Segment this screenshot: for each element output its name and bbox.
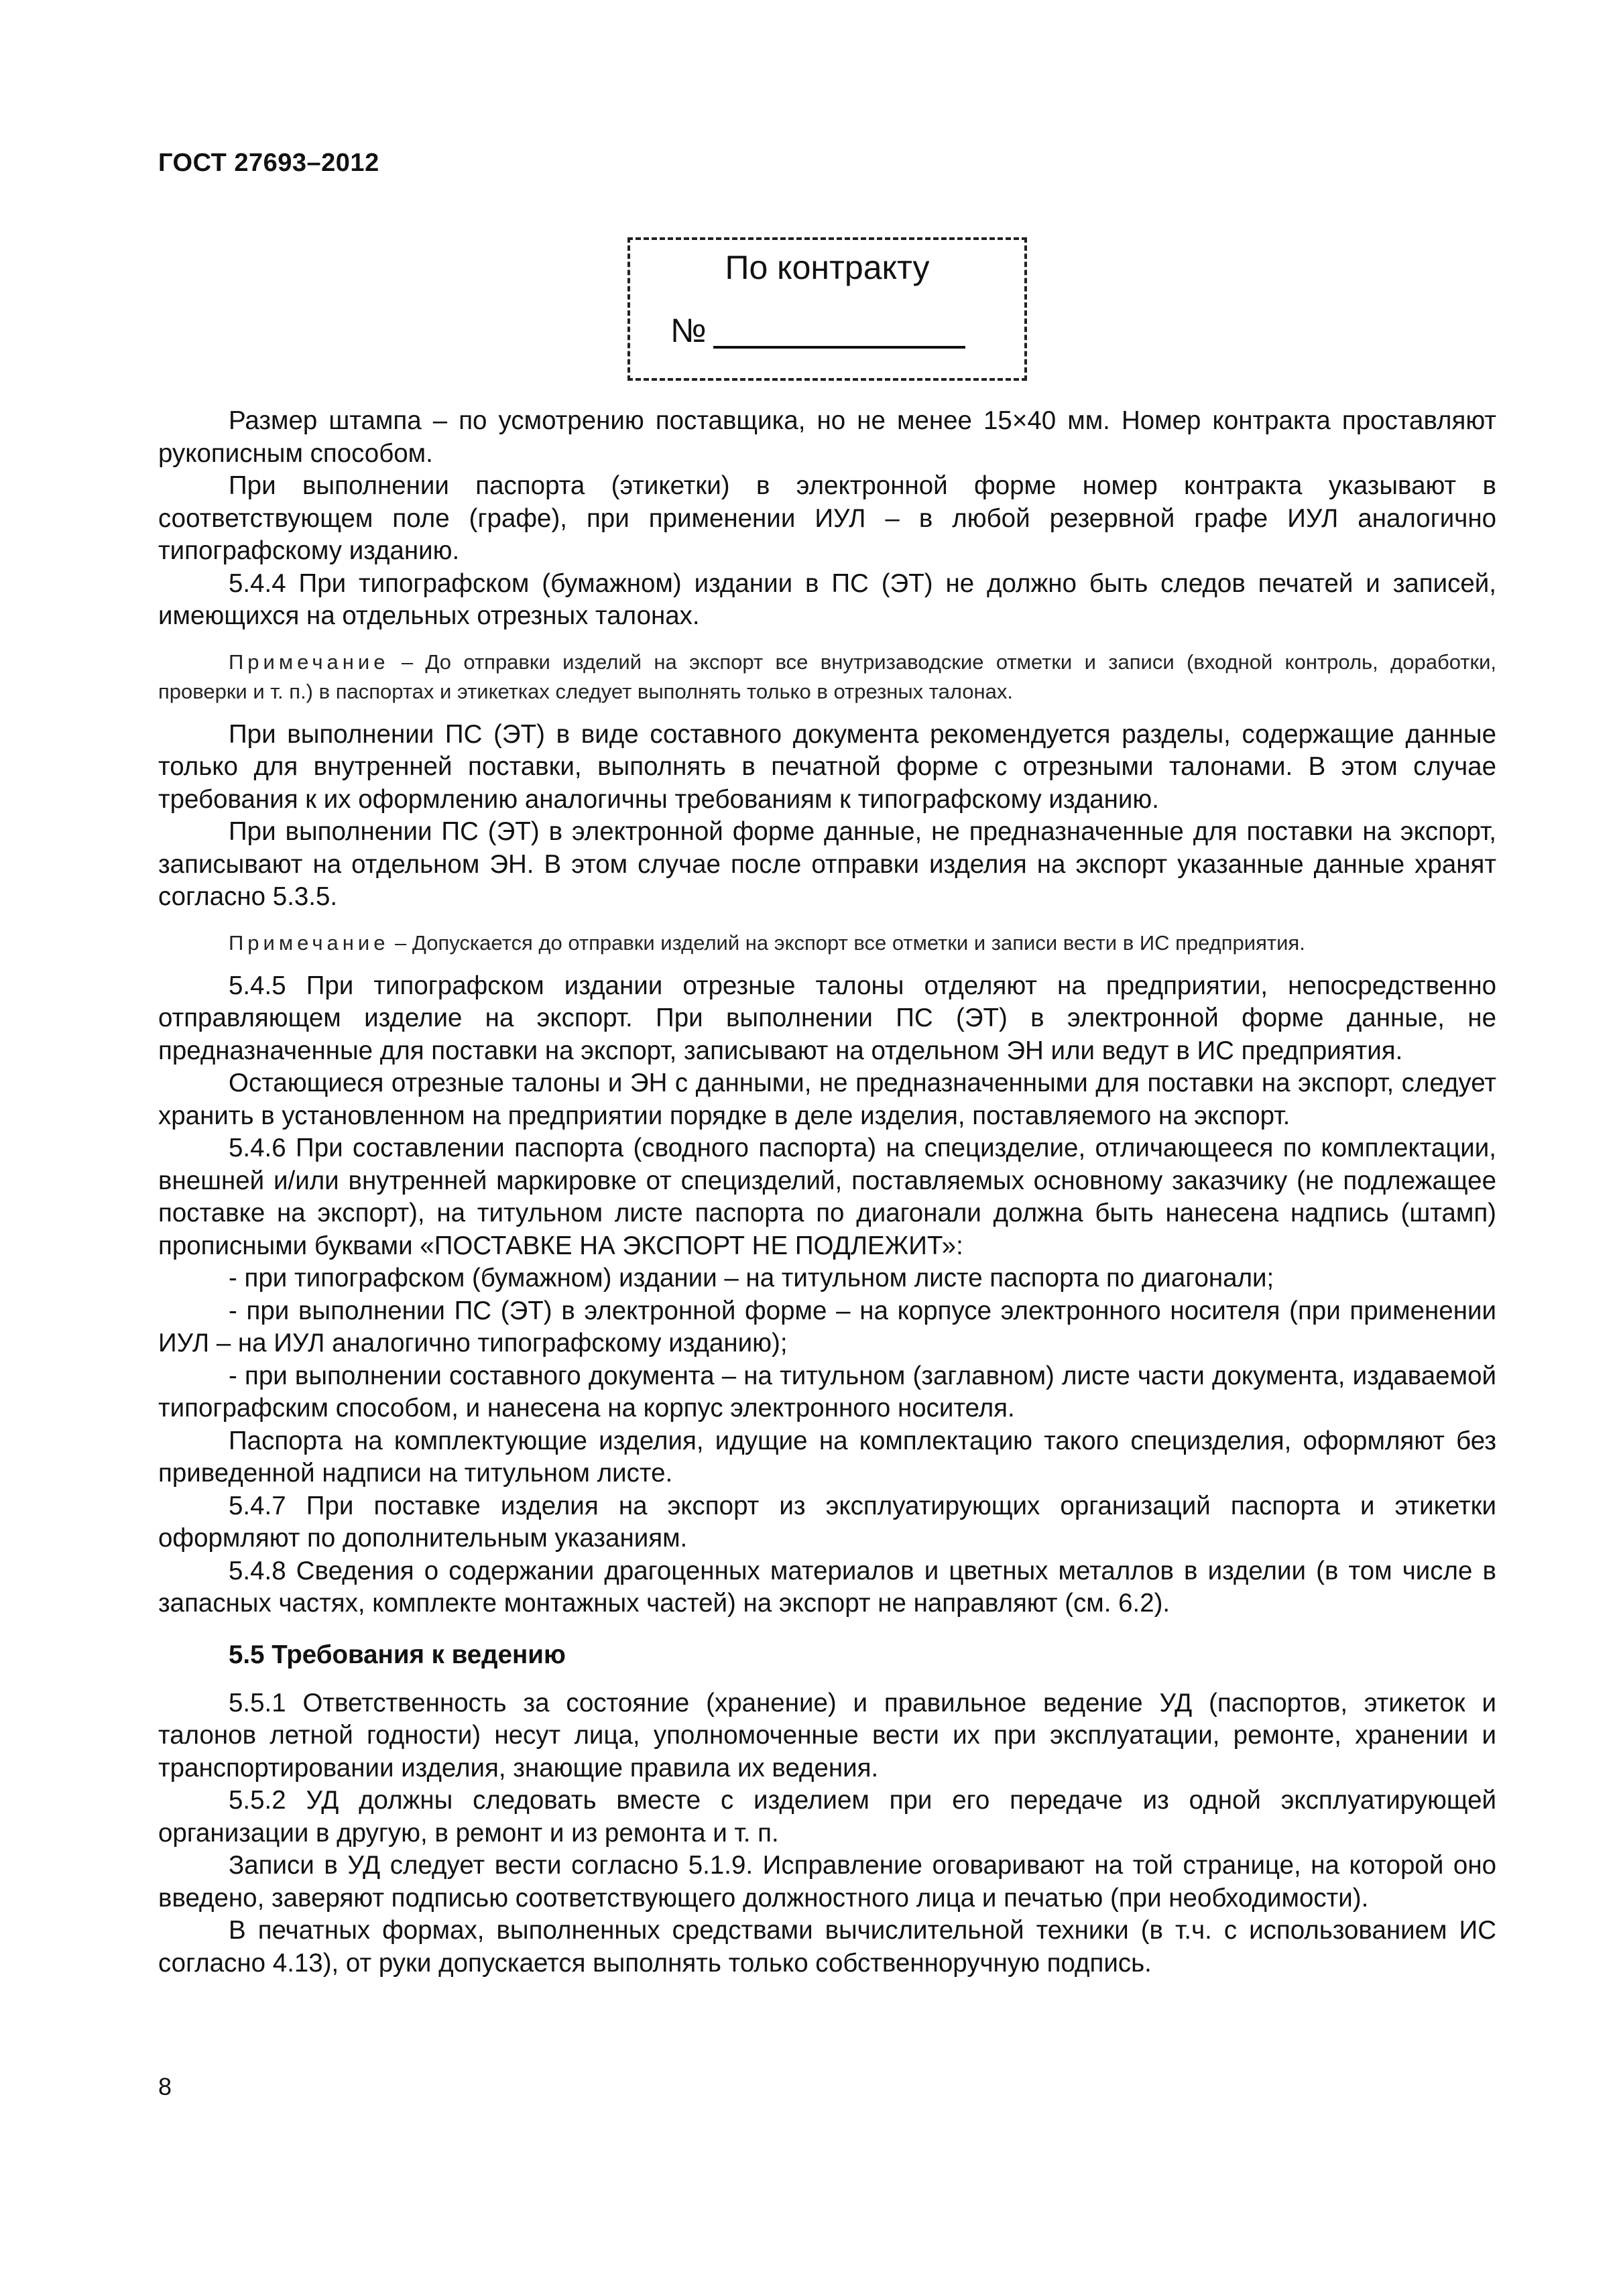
body-paragraph: Записи в УД следует вести согласно 5.1.9. Исправление оговаривают на той странице, на которой оно введено, заверяют подписью соответствующего должностного лица и печатью (при необходимости).	[158, 1851, 1496, 1913]
document-body	[158, 405, 1496, 1980]
stamp-title: По контракту	[725, 249, 930, 286]
body-paragraph: 5.4.8 Сведения о содержании драгоценных материалов и цветных металлов в изделии (в том числе в запасных частях, комплекте монтажных частей) на экспорт не направляют (см. 6.2).	[158, 1556, 1496, 1618]
body-paragraph: 5.4.7 При поставке изделия на экспорт из эксплуатирующих организаций паспорта и этикетки оформляют по дополнительным указаниям.	[158, 1491, 1496, 1553]
body-paragraph: Паспорта на комплектующие изделия, идущие на комплектацию такого специзделия, оформляют без приведенной надписи на титульном листе.	[158, 1426, 1496, 1488]
note-text: – До отправки изделий на экспорт все внутризаводские отметки и записи (входной контроль, доработки, проверки и т. п.) в паспортах и этикетках следует выполнять только в отрезных талонах.	[158, 650, 1496, 703]
body-paragraph: Размер штампа – по усмотрению поставщика, но не менее 15×40 мм. Номер контракта проставляют рукописным способом.	[158, 406, 1496, 468]
body-paragraph: В печатных формах, выполненных средствами вычислительной техники (в т.ч. с использованием ИС согласно 4.13), от руки допускается выполнять только собственноручную подпись.	[158, 1916, 1496, 1978]
stamp-number-line	[713, 346, 965, 349]
body-paragraph: 5.5.2 УД должны следовать вместе с изделием при его передаче из одной эксплуатирующей организации в другую, в ремонт и из ремонта и т. п.	[158, 1786, 1496, 1848]
note-label: Примечание	[229, 930, 389, 955]
body-paragraph: - при выполнении составного документа – на титульном (заглавном) листе части документа, издаваемой типографским способом, и нанесена на корпус электронного носителя.	[158, 1361, 1496, 1423]
body-paragraph: При выполнении паспорта (этикетки) в электронной форме номер контракта указывают в соответствующем поле (графе), при применении ИУЛ – в любой резервной графе ИУЛ аналогично типографскому изданию.	[158, 471, 1496, 565]
body-paragraph: 5.5.1 Ответственность за состояние (хранение) и правильное ведение УД (паспортов, этикеток и талонов летной годности) несут лица, уполномоченные вести их при эксплуатации, ремонте, хранении и транспортировании изделия, знающие правила их ведения.	[158, 1688, 1496, 1783]
section-heading: 5.5 Требования к ведению	[229, 1640, 566, 1669]
body-paragraph: - при типографском (бумажном) издании – на титульном листе паспорта по диагонали;	[229, 1264, 1274, 1292]
body-paragraph: При выполнении ПС (ЭТ) в электронной форме данные, не предназначенные для поставки на экспорт, записывают на отдельном ЭН. В этом случае после отправки изделия на экспорт указанные данные хранят согласно 5.3.5.	[158, 817, 1496, 911]
body-paragraph: 5.4.4 При типографском (бумажном) издании в ПС (ЭТ) не должно быть следов печатей и записей, имеющихся на отдельных отрезных талонах.	[158, 568, 1496, 630]
body-paragraph: 5.4.6 При составлении паспорта (сводного паспорта) на специзделие, отличающееся по комплектации, внешней и/или внутренней маркировке от специзделий, поставляемых основному заказчику (не подлежащее поставке на экспорт), на титульном листе паспорта по диагонали должна быть нанесена надпись (штамп) прописными буквами «ПОСТАВКЕ НА ЭКСПОРТ НЕ ПОДЛЕЖИТ»:	[158, 1134, 1496, 1260]
stamp-number-label: №	[670, 312, 707, 349]
page-number: 8	[158, 2073, 172, 2100]
note-paragraph	[158, 928, 1496, 958]
note-text: – Допускается до отправки изделий на экспорт все отметки и записи вести в ИС предприятия.	[389, 930, 1305, 955]
contract-stamp	[627, 237, 1027, 381]
note-paragraph	[158, 648, 1496, 707]
body-paragraph: - при выполнении ПС (ЭТ) в электронной форме – на корпусе электронного носителя (при применении ИУЛ – на ИУЛ аналогично типографскому изданию);	[158, 1296, 1496, 1357]
body-paragraph: Остающиеся отрезные талоны и ЭН с данными, не предназначенными для поставки на экспорт, следует хранить в установленном на предприятии порядке в деле изделия, поставляемого на экспорт.	[158, 1069, 1496, 1130]
body-paragraph: 5.4.5 При типографском издании отрезные талоны отделяют на предприятии, непосредственно отправляющем изделие на экспорт. При выполнении ПС (ЭТ) в электронной форме данные, не предназначенные для поставки на экспорт, записывают на отдельном ЭН или ведут в ИС предприятия.	[158, 971, 1496, 1065]
standard-header: ГОСТ 27693–2012	[158, 149, 379, 177]
note-label: Примечание	[229, 650, 389, 674]
body-paragraph: При выполнении ПС (ЭТ) в виде составного документа рекомендуется разделы, содержащие данные только для внутренней поставки, выполнять в печатной форме с отрезными талонами. В этом случае требования к их оформлению аналогичны требованиям к типографскому изданию.	[158, 719, 1496, 814]
